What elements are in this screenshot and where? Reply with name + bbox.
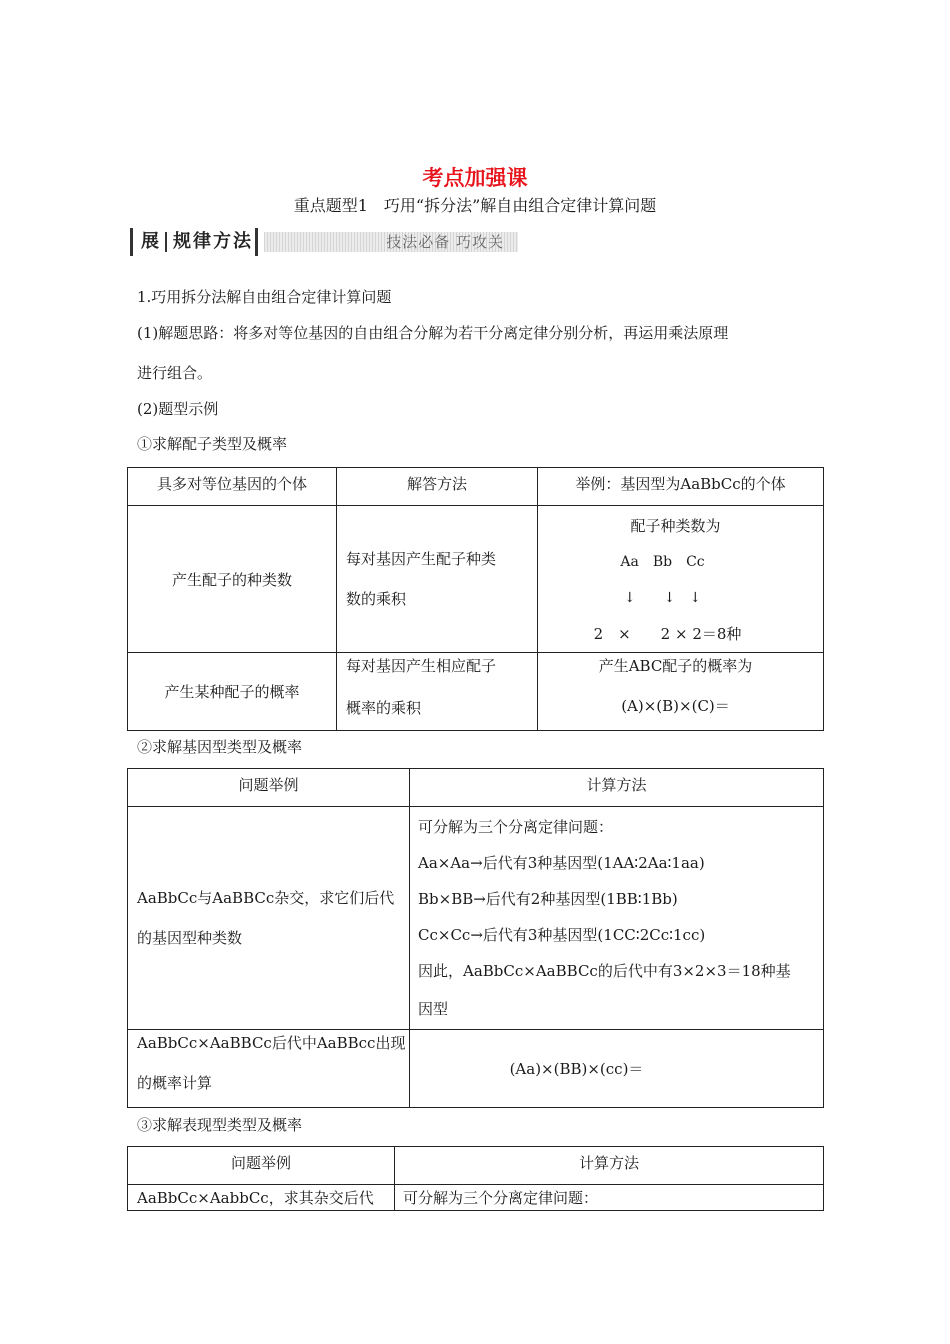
cell-line: AaBbCc与AaBBCc杂交，求它们后代 (137, 889, 395, 907)
section-heading: 1.巧用拆分法解自由组合定律计算问题 (137, 288, 392, 306)
table-cell: AaBbCc×AabbCc，求其杂交后代 (128, 1185, 395, 1211)
table-cell (337, 506, 538, 653)
subheading: ①求解配子类型及概率 (137, 435, 288, 453)
phenotype-table (127, 1146, 824, 1211)
table-header-row (128, 1147, 824, 1185)
banner-divider (165, 232, 167, 252)
cell-line: AaBbCc×AaBBCc后代中AaBBcc出现 (137, 1034, 406, 1052)
banner-tagline: 技法必备 巧攻关 (386, 233, 504, 251)
cell-line: 配子种类数为 (630, 517, 721, 535)
cell-line: 产生ABC配子的概率为 (598, 657, 753, 675)
table-header-cell: 具多对等位基因的个体 (128, 468, 337, 506)
table-row (128, 653, 824, 731)
table-header-cell: 计算方法 (410, 769, 824, 807)
table-header-cell: 计算方法 (395, 1147, 824, 1185)
table-header-cell: 问题举例 (128, 1147, 395, 1185)
table-cell (538, 653, 824, 731)
table-row (128, 807, 824, 1030)
table-row (128, 506, 824, 653)
cell-line: 可分解为三个分离定律问题： (418, 818, 614, 836)
table-cell (128, 807, 410, 1030)
genotype-table (127, 768, 824, 1108)
section-banner (130, 228, 518, 256)
paragraph-line: 进行组合。 (137, 364, 213, 382)
gamete-table (127, 467, 824, 731)
table-cell (337, 653, 538, 731)
table-header-cell: 问题举例 (128, 769, 410, 807)
cell-line: 的概率计算 (137, 1074, 213, 1092)
table-header-cell: 举例：基因型为AaBbCc的个体 (538, 468, 824, 506)
cell-line: Bb×BB→后代有2种基因型(1BB∶1Bb) (418, 890, 678, 908)
page-title: 考点加强课 (422, 165, 528, 190)
paragraph-line: (2)题型示例 (137, 400, 219, 418)
arrow-line: ↓ ↓ ↓ (623, 590, 702, 606)
cell-line: 每对基因产生相应配子 (346, 657, 497, 675)
banner-label-prefix: 展 (141, 231, 161, 252)
table-cell: (Aa)×(BB)×(cc)＝ (410, 1030, 824, 1108)
subheading: ②求解基因型类型及概率 (137, 738, 303, 756)
table-row (128, 1030, 824, 1108)
cell-line: 2 × 2 × 2＝8种 (593, 625, 742, 643)
table-header-row (128, 769, 824, 807)
cell-line: Aa×Aa→后代有3种基因型(1AA∶2Aa∶1aa) (418, 854, 705, 872)
table-cell: 可分解为三个分离定律问题： (395, 1185, 824, 1211)
cell-line: 因此，AaBbCc×AaBBCc的后代中有3×2×3＝18种基 (418, 962, 791, 980)
banner-label-main: 规律方法 (173, 231, 253, 252)
subheading: ③求解表现型类型及概率 (137, 1116, 303, 1134)
banner-label (130, 228, 258, 256)
page-subtitle: 重点题型1 巧用“拆分法”解自由组合定律计算问题 (293, 196, 657, 215)
table-cell: 产生某种配子的概率 (128, 653, 337, 731)
cell-line: 因型 (418, 1000, 449, 1018)
cell-line: Aa Bb Cc (620, 554, 705, 570)
table-cell (538, 506, 824, 653)
paragraph-line: (1)解题思路：将多对等位基因的自由组合分解为若干分离定律分别分析，再运用乘法原理 (137, 324, 729, 342)
table-cell (410, 807, 824, 1030)
cell-line: 概率的乘积 (346, 699, 422, 717)
cell-line: 每对基因产生配子种类 (346, 550, 497, 568)
table-cell (128, 1030, 410, 1108)
cell-line: 的基因型种类数 (137, 929, 243, 947)
cell-line: Cc×Cc→后代有3种基因型(1CC∶2Cc∶1cc) (418, 926, 706, 944)
table-cell: 产生配子的种类数 (128, 506, 337, 653)
table-header-cell: 解答方法 (337, 468, 538, 506)
table-header-row (128, 468, 824, 506)
cell-line: (A)×(B)×(C)＝ (621, 697, 730, 715)
table-row (128, 1185, 824, 1211)
cell-line: 数的乘积 (346, 590, 407, 608)
